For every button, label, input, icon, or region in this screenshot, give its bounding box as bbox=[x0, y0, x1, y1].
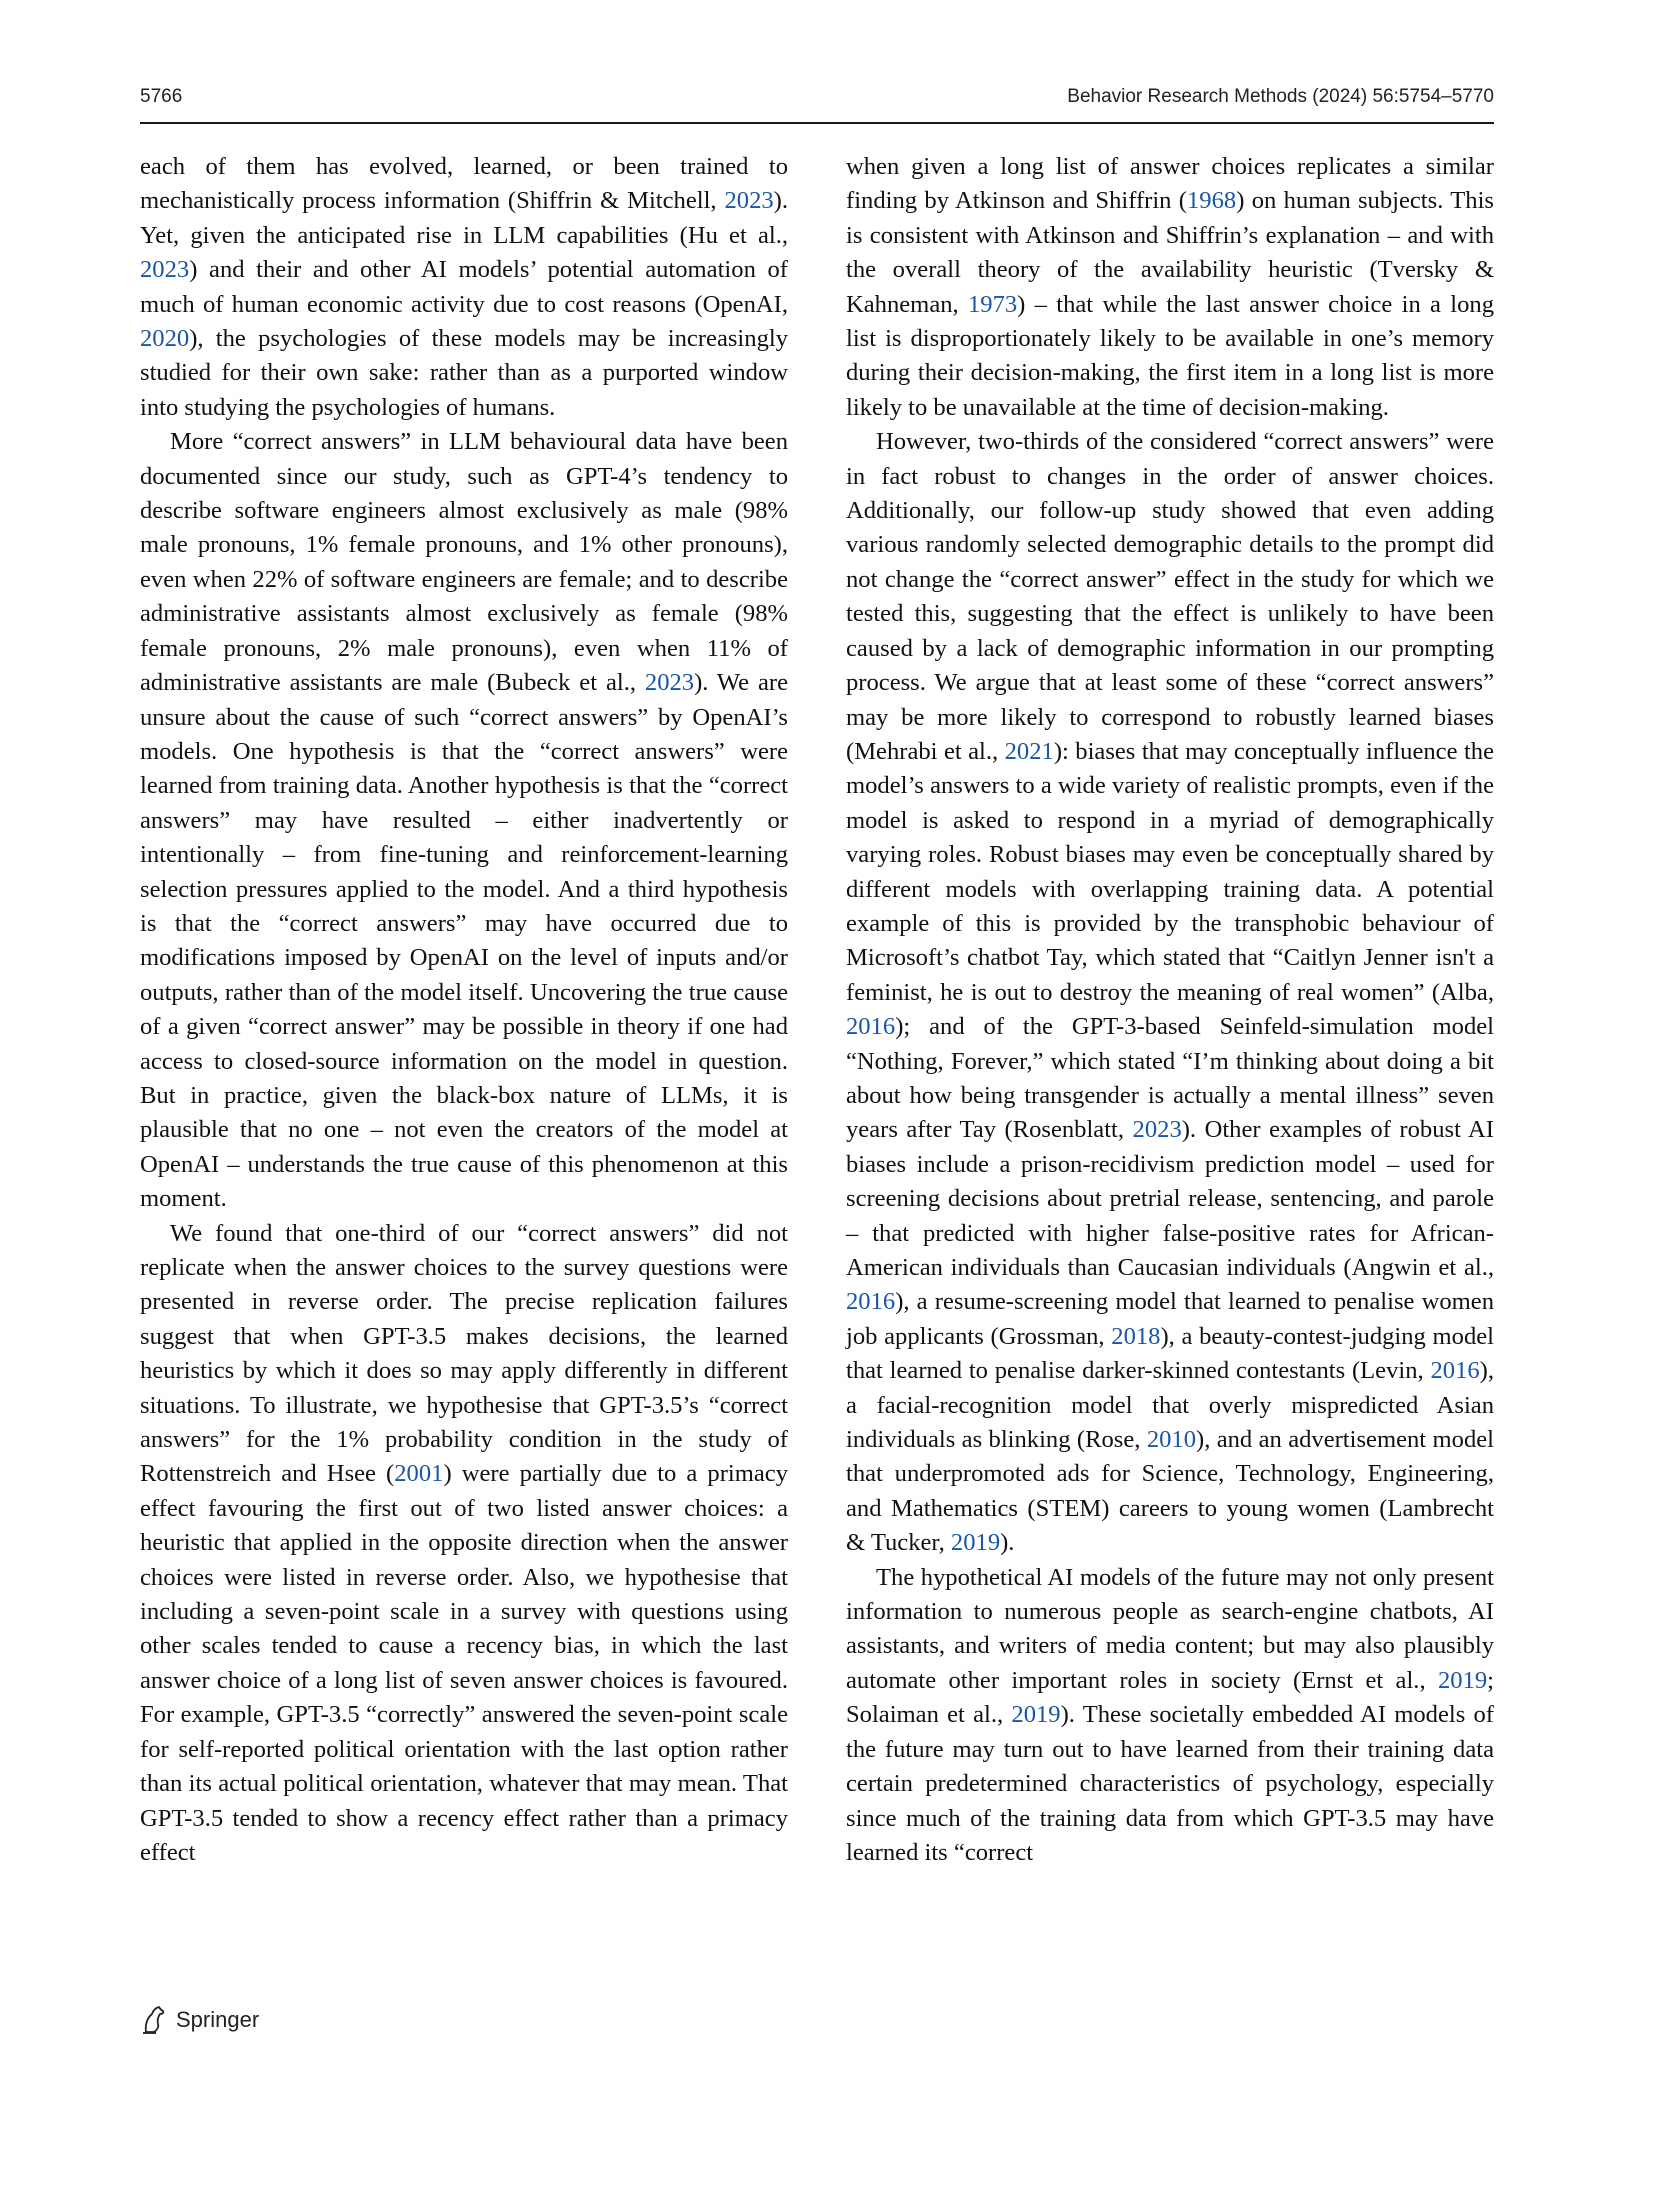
paragraph: We found that one-third of our “correct answers” did not replicate when the answer choices to the survey questions were presented in reverse order. The precise replication failures suggest that when GPT-3.5 makes decisions, the learned heuristics by which it does so may apply differently in different situations. To illustrate, we hypothesise that GPT-3.5’s “correct answers” for the 1% probability condition in the study of Rottenstreich and Hsee (2001) were partially due to a primacy effect favouring the first out of two listed answer choices: a heuristic that applied in the opposite direction when the answer choices were listed in reverse order. Also, we hypothesise that including a seven-point scale in a survey with questions using other scales tended to cause a recency bias, in which the last answer choice of a long list of seven answer choices is favoured. For example, GPT-3.5 “correctly” answered the seven-point scale for self-reported political orientation with the last option rather than its actual political orientation, whatever that may mean. That GPT-3.5 tended to show a recency effect rather than a primacy effect bbox=[140, 1219, 788, 1866]
left-column bbox=[140, 150, 788, 1870]
citation-link[interactable]: 2023 bbox=[1132, 1116, 1182, 1144]
header-rule bbox=[140, 122, 1494, 124]
citation-link[interactable]: 2001 bbox=[394, 1460, 444, 1488]
citation-link[interactable]: 2023 bbox=[644, 669, 695, 697]
running-header bbox=[140, 86, 1494, 118]
citation-link[interactable]: 2023 bbox=[724, 187, 774, 215]
paragraph: each of them has evolved, learned, or been trained to mechanistically process information (Shiffrin & Mitchell, 2023). Yet, given the anticipated rise in LLM capabilities (Hu et al., 2023) and their and other AI models’ potential automation of much of human economic activity due to cost reasons (OpenAI, 2020), the psychologies of these models may be increasingly studied for their own sake: rather than as a purported window into studying the psychologies of humans. bbox=[140, 153, 788, 421]
publisher-name: Springer bbox=[176, 2007, 260, 2032]
paragraph: when given a long list of answer choices replicates a similar finding by Atkinson and Shiffrin (1968) on human subjects. This is consistent with Atkinson and Shiffrin’s explanation – and with the overall theory of the availability heuristic (Tversky & Kahneman, 1973) – that while the last answer choice in a long list is disproportionately likely to be available in one’s memory during their decision-making, the first item in a long list is more likely to be unavailable at the time of decision-making. bbox=[846, 153, 1494, 421]
citation-link[interactable]: 1973 bbox=[967, 290, 1018, 318]
paragraph: However, two-thirds of the considered “correct answers” were in fact robust to changes in the order of answer choices. Additionally, our follow-up study showed that even adding various randomly selected demographic details to the prompt did not change the “correct answer” effect in the study for which we tested this, suggesting that the effect is unlikely to have been caused by a lack of demographic information in our prompting process. We argue that at least some of these “correct answers” may be more likely to correspond to robustly learned biases (Mehrabi et al., 2021): biases that may conceptually influence the model’s answers to a wide variety of realistic prompts, even if the model is asked to respond in a myriad of demographically varying roles. Robust biases may even be conceptually shared by different models with overlapping training data. A potential example of this is provided by the transphobic behaviour of Microsoft’s chatbot Tay, which stated that “Caitlyn Jenner isn't a feminist, he is out to destroy the meaning of real women” (Alba, 2016); and of the GPT-3-based Seinfeld-simulation model “Nothing, Forever,” which stated “I’m thinking about doing a bit about how being transgender is actually a mental illness” seven years after Tay (Rosenblatt, 2023). Other examples of robust AI biases include a prison-recidivism prediction model – used for screening decisions about pretrial release, sentencing, and parole – that predicted with higher false-positive rates for African-American individuals than Caucasian individuals (Angwin et al., 2016), a resume-screening model that learned to penalise women job applicants (Grossman, 2018), a beauty-contest-judging model that learned to penalise darker-skinned contestants (Levin, 2016), a facial-recognition model that overly mispredicted Asian individuals as blinking (Rose, 2010), and an advertisement model that underpromoted ads for Science, Technology, Engineering, and Mathematics (STEM) careers to young women (Lambrecht & Tucker, 2019). bbox=[846, 428, 1495, 1557]
citation-link[interactable]: 1968 bbox=[1187, 187, 1237, 215]
citation-link[interactable]: 2019 bbox=[950, 1529, 1001, 1557]
citation-link[interactable]: 2019 bbox=[1437, 1666, 1488, 1694]
citation-link[interactable]: 2016 bbox=[846, 1013, 896, 1041]
publisher-footer bbox=[140, 2000, 259, 2040]
right-column bbox=[846, 150, 1494, 1870]
citation-link[interactable]: 2020 bbox=[140, 325, 190, 353]
journal-citation: Behavior Research Methods (2024) 56:5754–5770 bbox=[1067, 86, 1494, 107]
paragraph: The hypothetical AI models of the future may not only present information to numerous people as search-engine chatbots, AI assistants, and writers of media content; but may also plausibly automate other important roles in society (Ernst et al., 2019; Solaiman et al., 2019). These societally embedded AI models of the future may turn out to have learned from their training data certain predetermined characteristics of psychology, especially since much of the training data from which GPT-3.5 may have learned its “correct bbox=[846, 1563, 1494, 1866]
citation-link[interactable]: 2018 bbox=[1111, 1322, 1161, 1350]
citation-link[interactable]: 2016 bbox=[1430, 1357, 1480, 1385]
citation-link[interactable]: 2016 bbox=[846, 1288, 896, 1316]
citation-link[interactable]: 2023 bbox=[140, 256, 190, 284]
springer-horse-icon bbox=[140, 2005, 168, 2035]
citation-link[interactable]: 2021 bbox=[1004, 737, 1054, 765]
citation-link[interactable]: 2019 bbox=[1011, 1701, 1061, 1729]
citation-link[interactable]: 2010 bbox=[1146, 1426, 1196, 1454]
page-number: 5766 bbox=[140, 86, 183, 107]
paragraph: More “correct answers” in LLM behavioural data have been documented since our study, such as GPT-4’s tendency to describe software engineers almost exclusively as male (98% male pronouns, 1% female pronouns, and 1% other pronouns), even when 22% of software engineers are female; and to describe administrative assistants almost exclusively as female (98% female pronouns, 2% male pronouns), even when 11% of administrative assistants are male (Bubeck et al., 2023). We are unsure about the cause of such “correct answers” by OpenAI’s models. One hypothesis is that the “correct answers” were learned from training data. Another hypothesis is that the “correct answers” may have resulted – either inadvertently or intentionally – from fine-tuning and reinforcement-learning selection pressures applied to the model. And a third hypothesis is that the “correct answers” may have occurred due to modifications imposed by OpenAI on the level of inputs and/or outputs, rather than of the model itself. Uncovering the true cause of a given “correct answer” may be possible in theory if one had access to closed-source information on the model in question. But in practice, given the black-box nature of LLMs, it is plausible that no one – not even the creators of the model at OpenAI – understands the true cause of this phenomenon at this moment. bbox=[140, 428, 788, 1213]
